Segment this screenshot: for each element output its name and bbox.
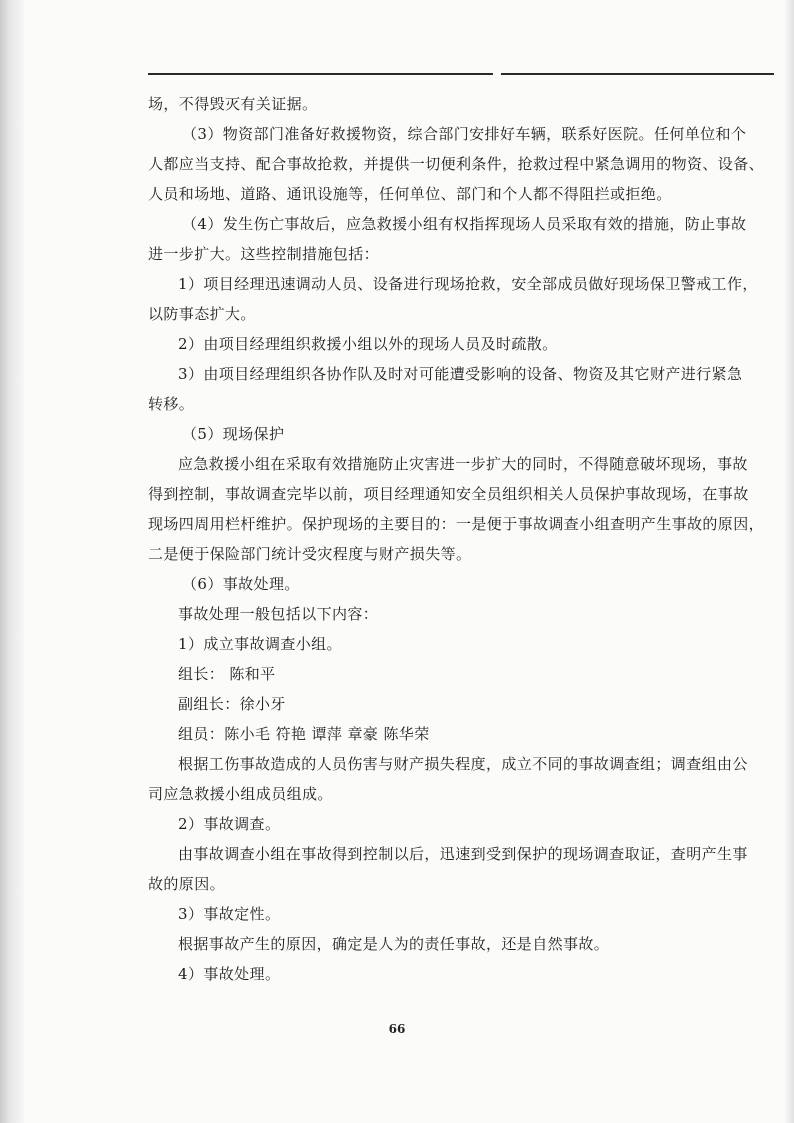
paragraph-line: 进一步扩大。这些控制措施包括：: [148, 245, 380, 263]
paragraph-line: 以防事态扩大。: [148, 305, 256, 323]
paragraph-line: 2）由项目经理组织救援小组以外的现场人员及时疏散。: [178, 335, 558, 353]
paragraph-line: 3）由项目经理组织各协作队及时对可能遭受影响的设备、物资及其它财产进行紧急: [178, 365, 743, 383]
paragraph-line: 得到控制，事故调查完毕以前，项目经理通知安全员组织相关人员保护事故现场，在事故: [148, 485, 749, 503]
paragraph-line: 转移。: [148, 395, 195, 413]
paragraph-line: 二是便于保险部门统计受灾程度与财产损失等。: [148, 545, 472, 563]
paragraph-line: （4）发生伤亡事故后，应急救援小组有权指挥现场人员采取有效的措施，防止事故: [182, 215, 747, 233]
scan-shadow-left: [0, 0, 24, 1123]
paragraph-line: 根据工伤事故造成的人员伤害与财产损失程度，成立不同的事故调查组；调查组由公: [178, 755, 748, 773]
team-members: 组员：陈小毛 符艳 谭萍 章豪 陈华荣: [178, 725, 430, 743]
section-heading: （6）事故处理。: [182, 575, 300, 593]
team-leader: 组长： 陈和平: [178, 665, 276, 683]
paragraph-line: 3）事故定性。: [178, 905, 281, 923]
paragraph-line: 由事故调查小组在事故得到控制以后，迅速到受到保护的现场调查取证，查明产生事: [178, 845, 748, 863]
paragraph-line: 事故处理一般包括以下内容：: [178, 605, 379, 623]
paragraph-line: 人都应当支持、配合事故抢救，并提供一切便利条件，抢救过程中紧急调用的物资、设备、: [148, 155, 765, 173]
paragraph-line: 应急救援小组在采取有效措施防止灾害进一步扩大的同时，不得随意破坏现场，事故: [178, 455, 748, 473]
paragraph-line: 现场四周用栏杆维护。保护现场的主要目的：一是便于事故调查小组查明产生事故的原因，: [148, 515, 765, 533]
scan-shadow-right: [784, 0, 794, 1123]
paragraph-line: 故的原因。: [148, 875, 226, 893]
paragraph-line: 人员和场地、道路、通讯设施等，任何单位、部门和个人都不得阻拦或拒绝。: [148, 185, 672, 203]
paragraph-line: （3）物资部门准备好救援物资，综合部门安排好车辆，联系好医院。任何单位和个: [182, 125, 747, 143]
paragraph-line: 1）项目经理迅速调动人员、设备进行现场抢救，安全部成员做好现场保卫警戒工作，: [178, 275, 758, 293]
paragraph-line: 1）成立事故调查小组。: [178, 635, 342, 653]
paragraph-line: 司应急救援小组成员组成。: [148, 785, 333, 803]
body-text: [148, 89, 776, 989]
section-heading: （5）现场保护: [182, 425, 285, 443]
paragraph-line: 2）事故调查。: [178, 815, 281, 833]
team-deputy-leader: 副组长：徐小牙: [178, 695, 286, 713]
paragraph-line: 根据事故产生的原因，确定是人为的责任事故，还是自然事故。: [178, 935, 610, 953]
page-number: 66: [388, 1022, 406, 1036]
paragraph-line: 4）事故处理。: [178, 965, 281, 983]
header-rule-gap: [493, 72, 501, 76]
header-rule: [148, 73, 774, 75]
paragraph-line: 场，不得毁灭有关证据。: [148, 95, 318, 113]
